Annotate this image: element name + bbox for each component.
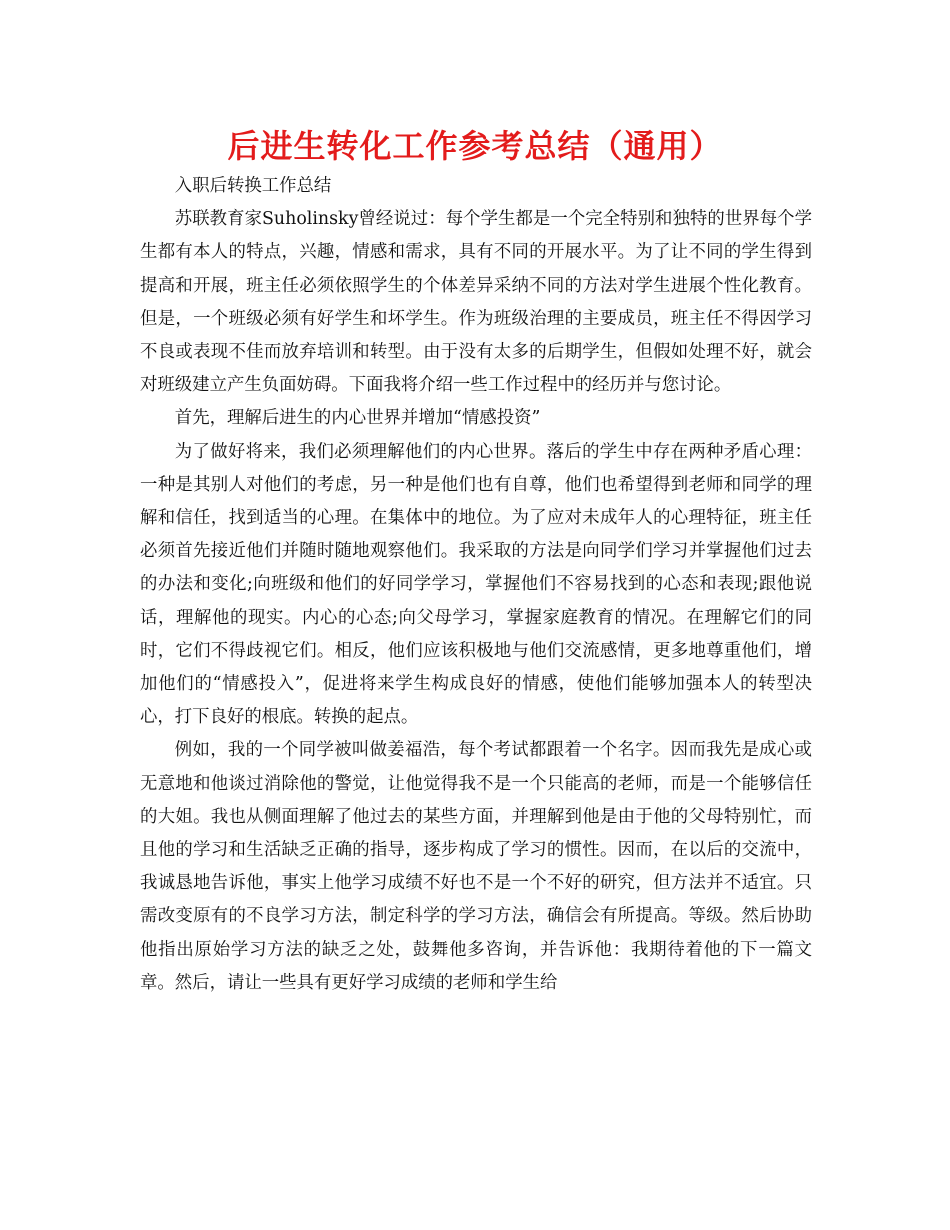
document-title: 后进生转化工作参考总结（通用） <box>227 127 723 165</box>
paragraph-intro: 苏联教育家Suholinsky曾经说过：每个学生都是一个完全特别和独特的世界每个学生都有本人的特点，兴趣，情感和需求，具有不同的开展水平。为了让不同的学生得到提高和开展，班主任必须依照学生的个体差异采纳不同的方法对学生进展个性化教育。但是，一个班级必须有好学生和坏学生。作为班级治理的主要成员，班主任不得因学习不良或表现不佳而放弃培训和转型。由于没有太多的后期学生，但假如处理不好，就会对班级建立产生负面妨碍。下面我将介绍一些工作过程中的经历并与您讨论。 <box>140 209 812 396</box>
paragraph-section-heading: 首先，理解后进生的内心世界并增加“情感投资” <box>174 408 541 429</box>
paragraph-inner-world: 为了做好将来，我们必须理解他们的内心世界。落后的学生中存在两种矛盾心理：一种是其别人对他们的考虑，另一种是他们也有自尊，他们也希望得到老师和同学的理解和信任，找到适当的心理。在集体中的地位。为了应对未成年人的心理特征，班主任必须首先接近他们并随时随地观察他们。我采取的方法是向同学们学习并掌握他们过去的办法和变化;向班级和他们的好同学学习，掌握他们不容易找到的心态和表现;跟他说话，理解他的现实。内心的心态;向父母学习，掌握家庭教育的情况。在理解它们的同时，它们不得歧视它们。相反，他们应该积极地与他们交流感情，更多地尊重他们，增加他们的“情感投入”，促进将来学生构成良好的情感，使他们能够加强本人的转型决心，打下良好的根底。转换的起点。 <box>140 441 812 728</box>
paragraph-subtitle: 入职后转换工作总结 <box>174 176 332 196</box>
document-body <box>140 170 812 1000</box>
paragraph-example: 例如，我的一个同学被叫做姜福浩，每个考试都跟着一个名字。因而我先是成心或无意地和他谈过消除他的警觉，让他觉得我不是一个只能高的老师，而是一个能够信任的大姐。我也从侧面理解了他过去的某些方面，并理解到他是由于他的父母特别忙，而且他的学习和生活缺乏正确的指导，逐步构成了学习的惯性。因而，在以后的交流中，我诚恳地告诉他，事实上他学习成绩不好也不是一个不好的研究，但方法并不适宜。只需改变原有的不良学习方法，制定科学的学习方法，确信会有所提高。等级。然后协助他指出原始学习方法的缺乏之处，鼓舞他多咨询，并告诉他：我期待着他的下一篇文章。然后，请让一些具有更好学习成绩的老师和学生给 <box>140 740 812 993</box>
